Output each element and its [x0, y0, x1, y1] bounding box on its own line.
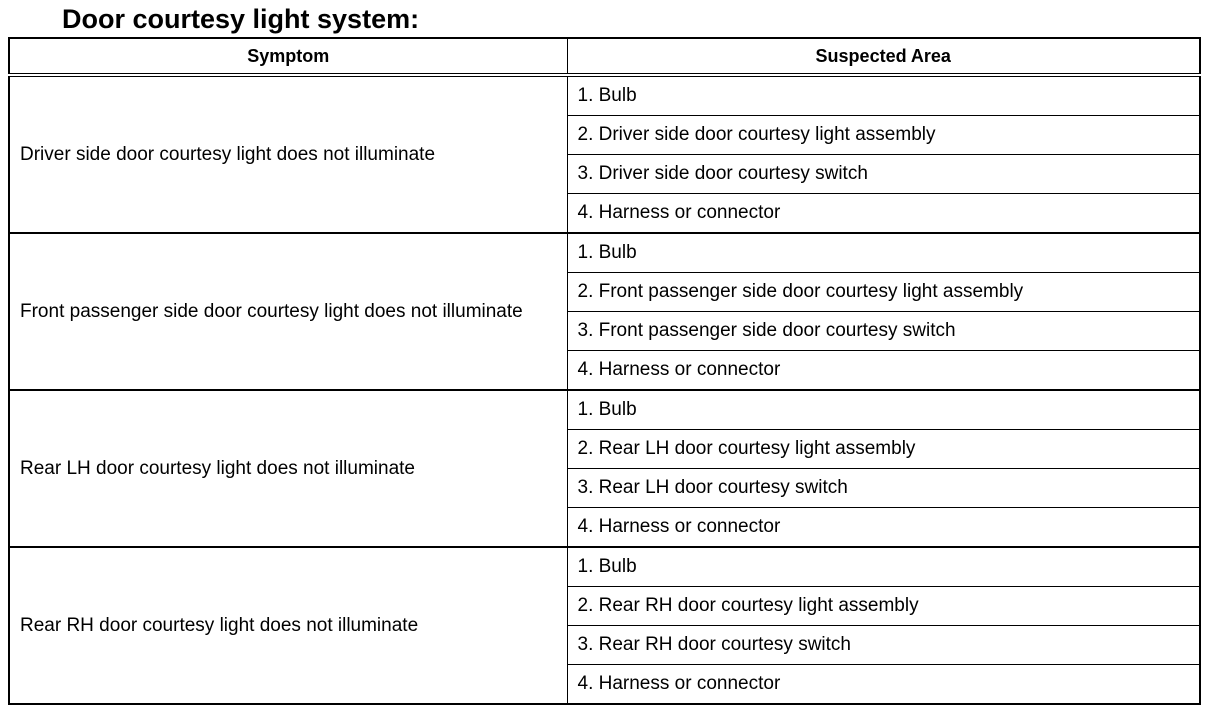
suspected-area-cell: 1. Bulb — [567, 75, 1200, 116]
table-row — [9, 233, 1200, 273]
suspected-area-cell: 4. Harness or connector — [567, 351, 1200, 391]
troubleshooting-table — [8, 37, 1201, 705]
suspected-area-cell: 4. Harness or connector — [567, 194, 1200, 234]
suspected-area-cell: 3. Driver side door courtesy switch — [567, 155, 1200, 194]
suspected-area-cell: 1. Bulb — [567, 233, 1200, 273]
table-row — [9, 390, 1200, 430]
page-title: Door courtesy light system: — [62, 4, 420, 34]
suspected-area-cell: 3. Rear LH door courtesy switch — [567, 469, 1200, 508]
suspected-area-cell: 4. Harness or connector — [567, 665, 1200, 705]
symptom-cell: Rear LH door courtesy light does not illuminate — [9, 390, 567, 547]
header-symptom: Symptom — [9, 38, 567, 75]
header-row — [9, 38, 1200, 75]
suspected-area-cell: 3. Front passenger side door courtesy switch — [567, 312, 1200, 351]
suspected-area-cell: 4. Harness or connector — [567, 508, 1200, 548]
header-suspected-area: Suspected Area — [567, 38, 1200, 75]
suspected-area-cell: 2. Driver side door courtesy light assembly — [567, 116, 1200, 155]
suspected-area-cell: 2. Front passenger side door courtesy light assembly — [567, 273, 1200, 312]
suspected-area-cell: 1. Bulb — [567, 390, 1200, 430]
table-row — [9, 547, 1200, 587]
symptom-cell: Rear RH door courtesy light does not illuminate — [9, 547, 567, 704]
symptom-cell: Front passenger side door courtesy light does not illuminate — [9, 233, 567, 390]
suspected-area-cell: 1. Bulb — [567, 547, 1200, 587]
suspected-area-cell: 2. Rear RH door courtesy light assembly — [567, 587, 1200, 626]
suspected-area-cell: 3. Rear RH door courtesy switch — [567, 626, 1200, 665]
symptom-cell: Driver side door courtesy light does not illuminate — [9, 75, 567, 233]
table-row — [9, 75, 1200, 116]
suspected-area-cell: 2. Rear LH door courtesy light assembly — [567, 430, 1200, 469]
